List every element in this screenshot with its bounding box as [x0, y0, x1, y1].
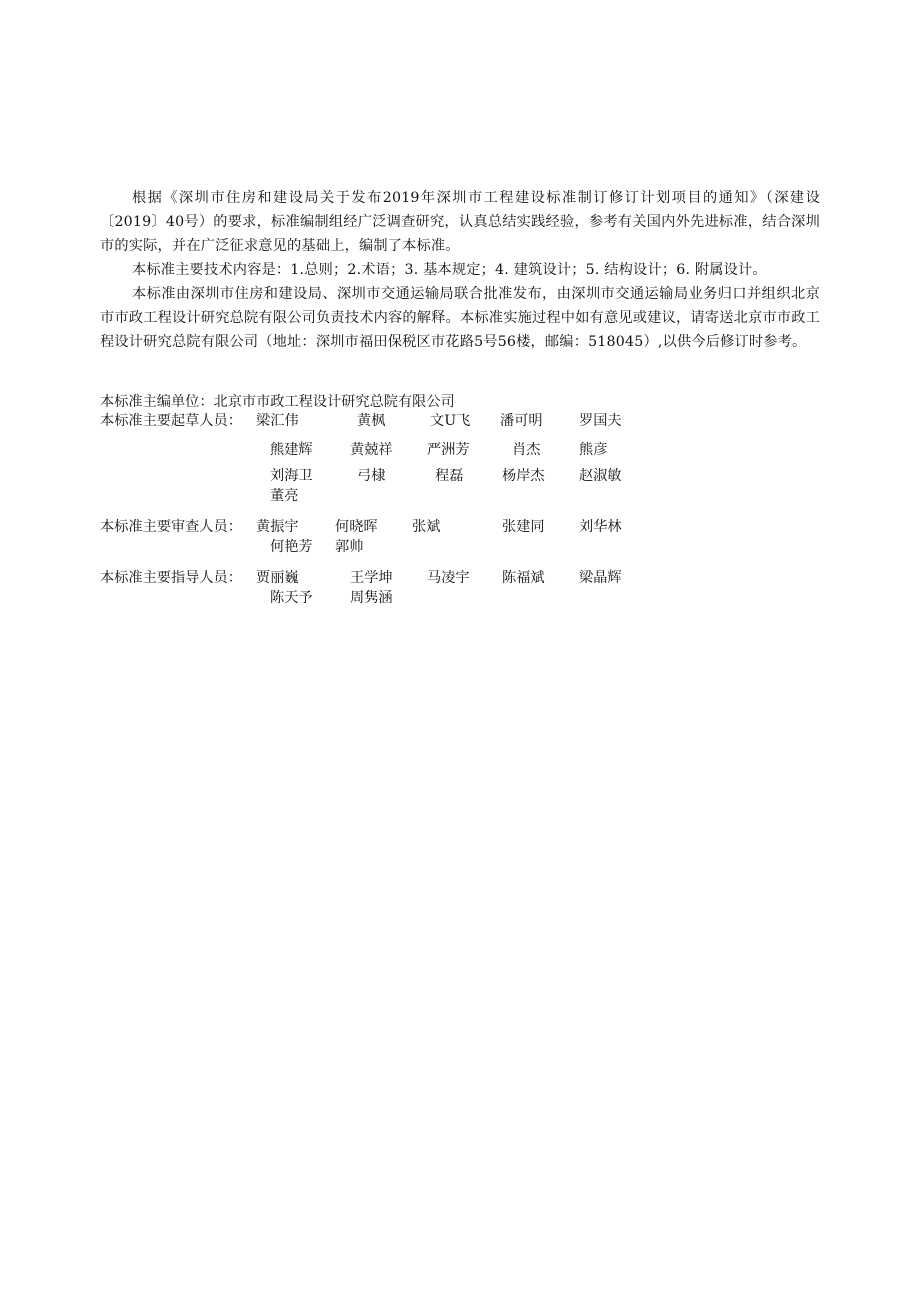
- drafter-name: 潘可明: [500, 413, 543, 429]
- drafters-label: 本标准主要起草人员：: [100, 413, 242, 429]
- guide-name: 马凌宇: [427, 570, 470, 586]
- chief-editor-unit: 本标准主编单位：北京市市政工程设计研究总院有限公司: [100, 394, 455, 410]
- drafter-name: 董亮: [270, 488, 299, 504]
- drafter-name: 黄兢祥: [350, 442, 393, 458]
- drafter-name: 肖杰: [512, 442, 541, 458]
- reviewer-name: 何艳芳: [270, 539, 313, 555]
- drafter-name: 弓棣: [357, 468, 386, 484]
- guide-name: 陈天予: [270, 590, 313, 606]
- drafter-name: 刘海卫: [270, 468, 313, 484]
- guides-label: 本标准主要指导人员：: [100, 570, 242, 586]
- reviewer-name: 何晓晖: [335, 519, 378, 535]
- reviewer-name: 张建同: [502, 519, 545, 535]
- drafter-name: 文U飞: [430, 413, 471, 429]
- reviewer-name: 黄振宇: [256, 519, 299, 535]
- drafter-name: 熊彦: [579, 442, 608, 458]
- foreword-paragraph-3: 本标准由深圳市住房和建设局、深圳市交通运输局联合批准发布，由深圳市交通运输局业务归口并组织北京市市政工程设计研究总院有限公司负责技术内容的解释。本标准实施过程中如有意见或建议，请寄送北京市市政工程设计研究总院有限公司（地址：深圳市福田保税区市花路5号56楼，邮编：518045）,以供今后修订时参考。: [100, 286, 820, 350]
- foreword-paragraph-2: 本标准主要技术内容是：1.总则；2.术语；3. 基本规定；4. 建筑设计；5. 结构设计；6. 附属设计。: [132, 262, 767, 278]
- reviewer-name: 郭帅: [335, 539, 364, 555]
- guide-name: 贾丽巍: [256, 570, 299, 586]
- drafter-name: 程磊: [435, 468, 464, 484]
- guide-name: 周隽涵: [350, 590, 393, 606]
- guide-name: 陈福斌: [502, 570, 545, 586]
- guide-name: 梁晶辉: [579, 570, 622, 586]
- foreword-paragraph-1: 根据《深圳市住房和建设局关于发布2019年深圳市工程建设标准制订修订计划项目的通知》（深建设〔2019〕40号）的要求，标准编制组经广泛调查研究，认真总结实践经验，参考有关国内外先进标准，结合深圳市的实际，并在广泛征求意见的基础上，编制了本标准。: [100, 190, 820, 254]
- drafter-name: 罗国夫: [579, 413, 622, 429]
- guide-name: 王学坤: [350, 570, 393, 586]
- drafter-name: 杨岸杰: [502, 468, 545, 484]
- drafter-name: 熊建辉: [270, 442, 313, 458]
- drafter-name: 黄枫: [357, 413, 386, 429]
- drafter-name: 梁汇伟: [256, 413, 299, 429]
- drafter-name: 赵淑敏: [579, 468, 622, 484]
- reviewers-label: 本标准主要审查人员：: [100, 519, 242, 535]
- drafter-name: 严洲芳: [427, 442, 470, 458]
- reviewer-name: 张斌: [412, 519, 441, 535]
- reviewer-name: 刘华林: [579, 519, 622, 535]
